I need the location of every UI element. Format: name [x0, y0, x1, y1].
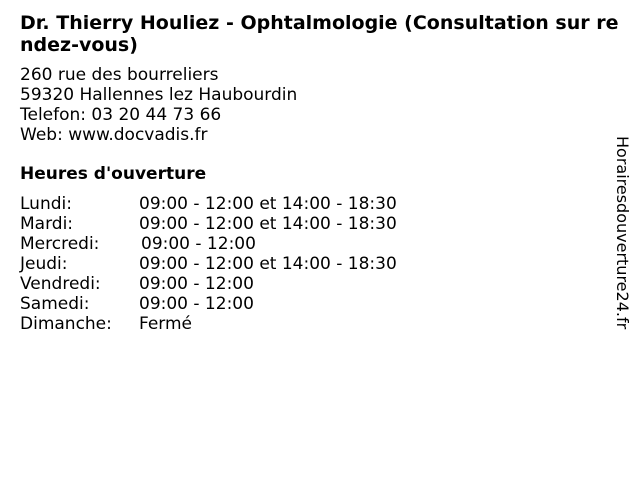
- day-hours: Fermé: [139, 314, 193, 334]
- day-hours: 09:00 - 12:00 et 14:00 - 18:30: [139, 254, 397, 274]
- hours-heading: Heures d'ouverture: [20, 164, 207, 184]
- day-hours: 09:00 - 12:00 et 14:00 - 18:30: [139, 194, 397, 214]
- day-label: Lundi:: [20, 194, 72, 214]
- day-hours: 09:00 - 12:00: [141, 234, 256, 254]
- website: Web: www.docvadis.fr: [20, 125, 208, 145]
- day-label: Mardi:: [20, 214, 74, 234]
- street-address: 260 rue des bourreliers: [20, 65, 219, 85]
- page-title: Dr. Thierry Houliez - Ophtalmologie (Consultation sur rendez-vous): [20, 12, 619, 56]
- day-hours: 09:00 - 12:00: [139, 274, 254, 294]
- site-watermark: Horairesdouverture24.fr: [613, 136, 632, 330]
- day-label: Mercredi:: [20, 234, 100, 254]
- day-label: Samedi:: [20, 294, 90, 314]
- day-label: Vendredi:: [20, 274, 101, 294]
- day-hours: 09:00 - 12:00 et 14:00 - 18:30: [139, 214, 397, 234]
- day-label: Jeudi:: [20, 254, 68, 274]
- city-postcode: 59320 Hallennes lez Haubourdin: [20, 85, 298, 105]
- phone-number: Telefon: 03 20 44 73 66: [20, 105, 222, 125]
- day-hours: 09:00 - 12:00: [139, 294, 254, 314]
- day-label: Dimanche:: [20, 314, 112, 334]
- address-block: [20, 65, 297, 145]
